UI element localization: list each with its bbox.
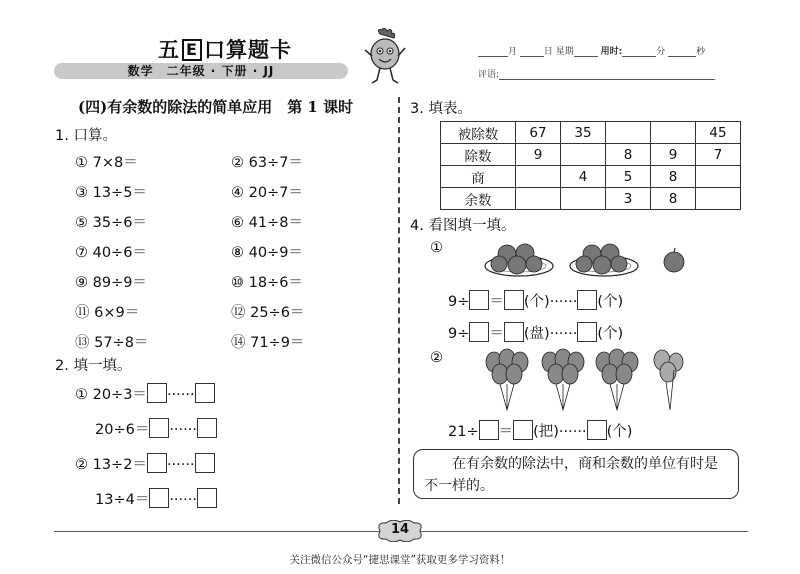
fill-row: ② 13÷2＝ ······ — [75, 453, 215, 474]
apple-plates-illustration — [484, 238, 694, 280]
title-e-box: E — [182, 39, 202, 61]
table-cell[interactable] — [696, 188, 741, 210]
oral-calc-item: ⑥ 41÷8＝ — [231, 215, 303, 231]
comment-line: 评语: — [478, 67, 715, 80]
table-cell: 8 — [651, 166, 696, 188]
oral-calc-item: ⑩ 18÷6＝ — [231, 275, 303, 291]
balloon-bunch-icon — [654, 350, 683, 410]
table-cell[interactable] — [606, 122, 651, 144]
table-cell: 67 — [516, 122, 561, 144]
table-cell[interactable] — [651, 122, 696, 144]
answer-box[interactable] — [195, 383, 215, 403]
oral-calc-item: ⑫ 25÷6＝ — [231, 305, 305, 321]
answer-box[interactable] — [195, 453, 215, 473]
section2-title: 2. 填一填。 — [55, 358, 132, 374]
oral-calc-item: ⑪ 6×9＝ — [75, 305, 140, 321]
division-table — [440, 121, 741, 210]
second-blank[interactable] — [668, 46, 696, 57]
fill-row: 13÷4＝ ······ — [95, 488, 217, 509]
answer-box[interactable] — [197, 488, 217, 508]
table-cell: 商 — [441, 166, 516, 188]
table-cell: 9 — [516, 144, 561, 166]
table-cell[interactable] — [561, 144, 606, 166]
apple-equation-1: 9÷ ＝ (个)······ (个) — [448, 290, 623, 311]
table-cell: 8 — [606, 144, 651, 166]
mascot-icon — [362, 28, 408, 90]
balloon-bunch-icon — [596, 349, 638, 410]
answer-box[interactable] — [513, 420, 533, 440]
minute-blank[interactable] — [622, 46, 656, 57]
answer-box[interactable] — [577, 322, 597, 342]
answer-box[interactable] — [577, 290, 597, 310]
answer-box[interactable] — [197, 418, 217, 438]
balloon-bunch-icon — [542, 349, 584, 410]
column-divider — [398, 97, 400, 504]
oral-calc-item: ⑭ 71÷9＝ — [231, 335, 305, 351]
table-cell: 被除数 — [441, 122, 516, 144]
oral-calc-item: ⑬ 57÷8＝ — [75, 335, 149, 351]
answer-box[interactable] — [147, 383, 167, 403]
apple-icon — [664, 252, 684, 272]
tip-box: 在有余数的除法中，商和余数的单位有时是不一样的。 — [413, 449, 739, 499]
oral-calc-item: ① 7×8＝ — [75, 155, 138, 171]
apple-equation-2: 9÷ ＝ (盘)······ (个) — [448, 322, 623, 343]
part2-label: ② — [430, 350, 443, 366]
answer-box[interactable] — [469, 290, 489, 310]
answer-box[interactable] — [149, 488, 169, 508]
table-cell[interactable] — [561, 188, 606, 210]
lesson-title: (四)有余数的除法的简单应用 第 1 课时 — [78, 98, 354, 116]
answer-box[interactable] — [504, 322, 524, 342]
table-cell[interactable] — [516, 166, 561, 188]
table-cell: 9 — [651, 144, 696, 166]
answer-box[interactable] — [147, 453, 167, 473]
table-cell: 除数 — [441, 144, 516, 166]
oral-calc-item: ③ 13÷5＝ — [75, 185, 147, 201]
answer-box[interactable] — [149, 418, 169, 438]
worksheet-title: 五 E 口算题卡 — [158, 38, 292, 62]
fill-row: ① 20÷3＝ ······ — [75, 383, 215, 404]
oral-calc-item: ⑧ 40÷9＝ — [231, 245, 303, 261]
balloon-bunches-illustration — [480, 348, 696, 414]
fill-row: 20÷6＝ ······ — [95, 418, 217, 439]
answer-box[interactable] — [479, 420, 499, 440]
table-cell[interactable] — [696, 166, 741, 188]
table-cell: 3 — [606, 188, 651, 210]
date-time-line: 月 日 星期 用时: 分 秒 — [478, 44, 705, 57]
balloon-bunch-icon — [486, 349, 528, 410]
balloon-equation: 21÷ ＝ (把)······ (个) — [448, 420, 632, 441]
section3-title: 3. 填表。 — [410, 101, 472, 117]
section4-title: 4. 看图填一填。 — [410, 218, 516, 234]
month-blank[interactable] — [478, 46, 508, 57]
oral-calc-item: ⑦ 40÷6＝ — [75, 245, 147, 261]
table-cell: 4 — [561, 166, 606, 188]
page-number: 14 — [390, 522, 410, 537]
comment-blank[interactable] — [499, 69, 715, 80]
oral-calc-item: ② 63÷7＝ — [231, 155, 303, 171]
section1-title: 1. 口算。 — [55, 128, 117, 144]
oral-calc-item: ④ 20÷7＝ — [231, 185, 303, 201]
answer-box[interactable] — [504, 290, 524, 310]
table-cell: 7 — [696, 144, 741, 166]
oral-calc-item: ⑤ 35÷6＝ — [75, 215, 147, 231]
table-cell: 8 — [651, 188, 696, 210]
footer-note: 关注微信公众号“捷思课堂”获取更多学习资料！ — [289, 554, 511, 566]
table-cell: 45 — [696, 122, 741, 144]
oral-calc-item: ⑨ 89÷9＝ — [75, 275, 147, 291]
day-blank[interactable] — [520, 46, 544, 57]
table-cell: 5 — [606, 166, 651, 188]
weekday-blank[interactable] — [574, 46, 598, 57]
part1-label: ① — [430, 240, 443, 256]
table-cell[interactable] — [516, 188, 561, 210]
answer-box[interactable] — [469, 322, 489, 342]
table-cell: 余数 — [441, 188, 516, 210]
answer-box[interactable] — [587, 420, 607, 440]
subject-grade-bar: 数学 二年级 · 下册 · JJ — [54, 63, 348, 79]
table-cell: 35 — [561, 122, 606, 144]
